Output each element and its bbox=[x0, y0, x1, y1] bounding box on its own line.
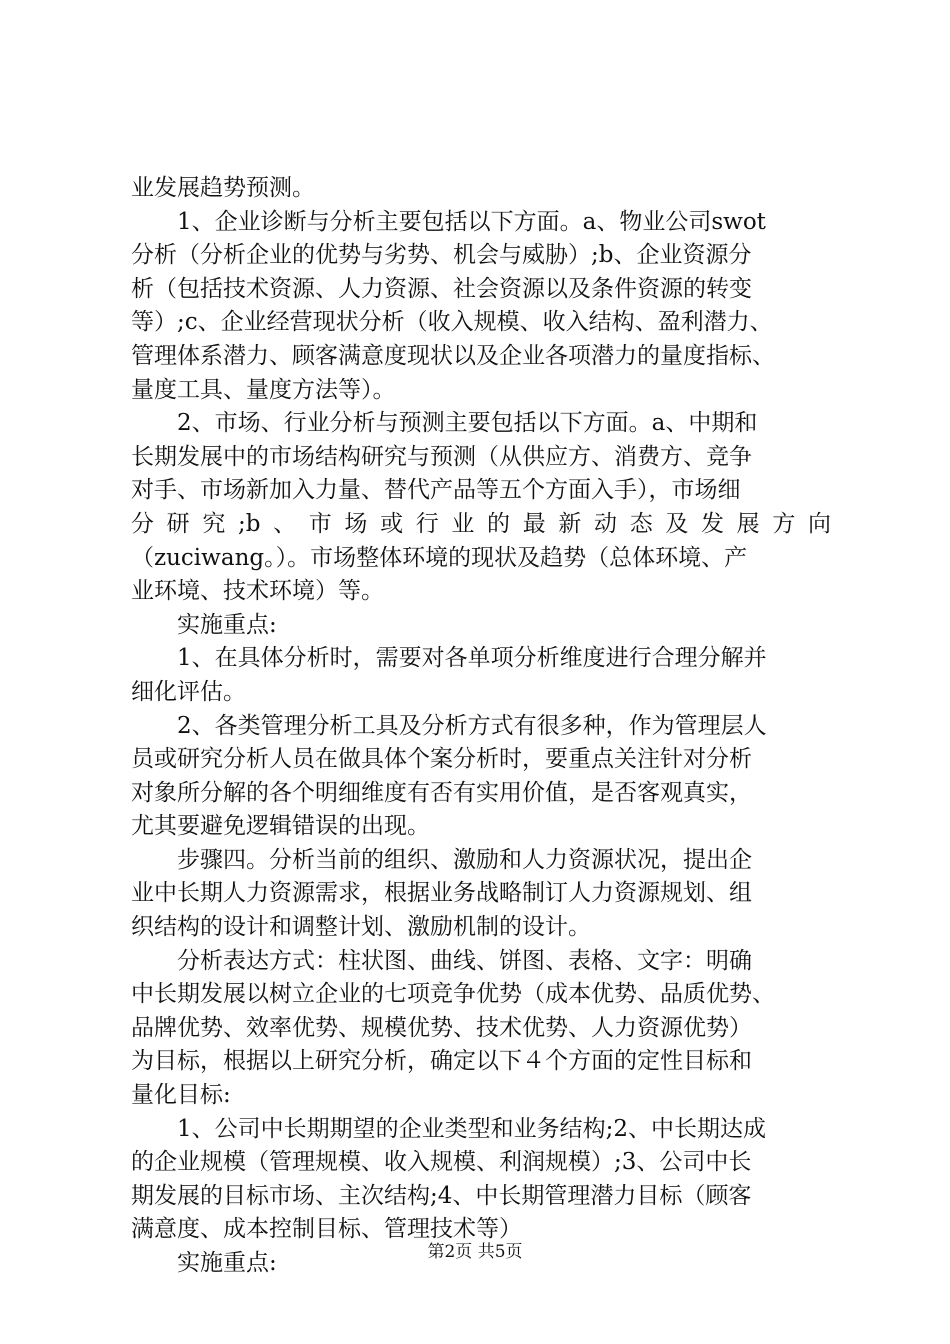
paragraph-line: 2、各类管理分析工具及分析方式有很多种，作为管理层人 bbox=[177, 712, 767, 739]
page-number-footer: 第2页 共5页 bbox=[427, 1242, 523, 1262]
paragraph-line: 对手、市场新加入力量、替代产品等五个方面入手），市场细 bbox=[131, 477, 741, 504]
paragraph-line: 满意度、成本控制目标、管理技术等） bbox=[131, 1216, 522, 1243]
paragraph-line: 实施重点: bbox=[177, 611, 277, 638]
paragraph-line: 析（包括技术资源、人力资源、社会资源以及条件资源的转变 bbox=[131, 275, 752, 302]
paragraph-line: 业发展趋势预测。 bbox=[131, 175, 315, 201]
paragraph-line: 业中长期人力资源需求，根据业务战略制订人力资源规划、组 bbox=[131, 880, 752, 907]
paragraph-line: 的企业规模（管理规模、收入规模、利润规模）;3、公司中长 bbox=[131, 1149, 752, 1176]
document-body bbox=[131, 172, 831, 1281]
paragraph-line: 业环境、技术环境）等。 bbox=[131, 578, 384, 605]
paragraph-line: 2、市场、行业分析与预测主要包括以下方面。a、中期和 bbox=[177, 410, 758, 437]
paragraph-line: 1、企业诊断与分析主要包括以下方面。a、物业公司swot bbox=[177, 208, 766, 235]
paragraph-line: 1、在具体分析时，需要对各单项分析维度进行合理分解并 bbox=[177, 645, 767, 672]
paragraph-line: 步骤四。分析当前的组织、激励和人力资源状况，提出企 bbox=[177, 846, 752, 873]
paragraph-line: 为目标，根据以上研究分析，确定以下４个方面的定性目标和 bbox=[131, 1048, 752, 1075]
paragraph-line: 分研究;b、市场或行业的最新动态及发展方向 bbox=[131, 510, 831, 537]
paragraph-line: 尤其要避免逻辑错误的出现。 bbox=[131, 813, 430, 840]
paragraph-line: 细化评估。 bbox=[131, 678, 246, 705]
paragraph-line: 织结构的设计和调整计划、激励机制的设计。 bbox=[131, 914, 591, 941]
paragraph-line: 对象所分解的各个明细维度有否有实用价值，是否客观真实， bbox=[131, 779, 752, 806]
paragraph-line: 员或研究分析人员在做具体个案分析时，要重点关注针对分析 bbox=[131, 746, 752, 773]
paragraph-line: 实施重点: bbox=[177, 1250, 277, 1276]
paragraph-line: 1、公司中长期期望的企业类型和业务结构;2、中长期达成 bbox=[177, 1115, 767, 1142]
paragraph-line: 等）;c、企业经营现状分析（收入规模、收入结构、盈利潜力、 bbox=[131, 309, 773, 336]
paragraph-line: 期发展的目标市场、主次结构;4、中长期管理潜力目标（顾客 bbox=[131, 1182, 752, 1209]
paragraph-line: （zuciwang。）。市场整体环境的现状及趋势（总体环境、产 bbox=[131, 544, 748, 571]
paragraph-line: 分析（分析企业的优势与劣势、机会与威胁）;b、企业资源分 bbox=[131, 242, 752, 269]
paragraph-line: 管理体系潜力、顾客满意度现状以及企业各项潜力的量度指标、 bbox=[131, 342, 775, 369]
paragraph-line: 中长期发展以树立企业的七项竞争优势（成本优势、品质优势、 bbox=[131, 981, 775, 1008]
paragraph-line: 量度工具、量度方法等）。 bbox=[131, 376, 396, 403]
paragraph-line: 量化目标: bbox=[131, 1082, 231, 1109]
paragraph-line: 分析表达方式：柱状图、曲线、饼图、表格、文字：明确 bbox=[177, 947, 752, 974]
paragraph-line: 长期发展中的市场结构研究与预测（从供应方、消费方、竞争 bbox=[131, 443, 752, 470]
paragraph-line: 品牌优势、效率优势、规模优势、技术优势、人力资源优势） bbox=[131, 1014, 752, 1041]
